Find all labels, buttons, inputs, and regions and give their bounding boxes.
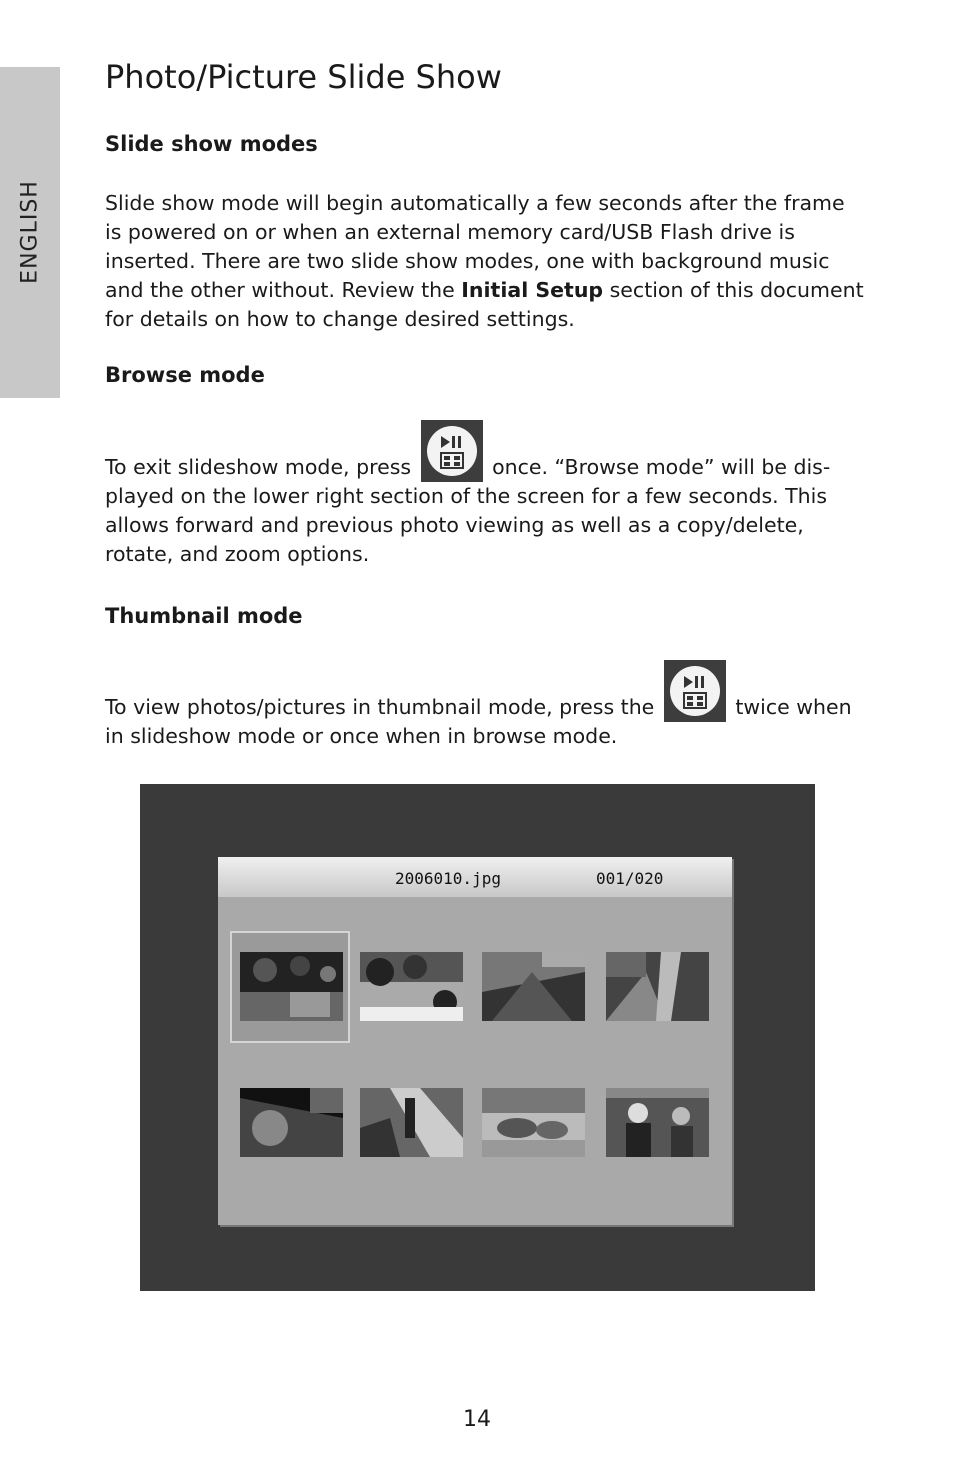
thumbnail-photo: [360, 1088, 463, 1157]
play-pause-menu-icon: [664, 660, 726, 722]
thumbnail-photo: [240, 1088, 343, 1157]
screen-info-bar: [218, 857, 732, 897]
photo-frame-illustration: [140, 784, 815, 1291]
page-number: 14: [463, 1407, 491, 1432]
heading-thumbnail-mode: Thumbnail mode: [105, 604, 303, 628]
thumbnail-photo: [606, 1088, 709, 1157]
thumbnail-photo: [606, 952, 709, 1021]
heading-slide-show-modes: Slide show modes: [105, 132, 318, 156]
play-pause-menu-icon: [421, 420, 483, 482]
thumbnail-photo: [482, 1088, 585, 1157]
language-tab-label: ENGLISH: [17, 180, 43, 284]
heading-browse-mode: Browse mode: [105, 363, 265, 387]
thumbnail-screen: [218, 857, 732, 1225]
page-title: Photo/Picture Slide Show: [105, 58, 502, 96]
thumbnail-paragraph: To view photos/pictures in thumbnail mode, press the twice when in slideshow mode or once when in browse mode.: [105, 660, 865, 751]
thumbnail-photo: [482, 952, 585, 1021]
screen-filename: 2006010.jpg: [395, 869, 501, 888]
thumbnail-photo: [240, 952, 343, 1021]
browse-paragraph: To exit slideshow mode, press once. “Browse mode” will be dis-played on the lower right section of the screen for a few seconds. This allows forward and previous photo viewing as well as a copy/delete, rotate, and zoom options.: [105, 420, 865, 569]
thumbnail-photo: [360, 952, 463, 1021]
slideshow-paragraph: Slide show mode will begin automatically a few seconds after the frame is powered on or when an external memory card/USB Flash drive is inserted. There are two slide show modes, one with background music and the other without. Review the Initial Setup section of this document for details on how to change desired settings.: [105, 191, 864, 331]
screen-counter: 001/020: [596, 869, 664, 888]
initial-setup-link-text: Initial Setup: [461, 278, 604, 302]
